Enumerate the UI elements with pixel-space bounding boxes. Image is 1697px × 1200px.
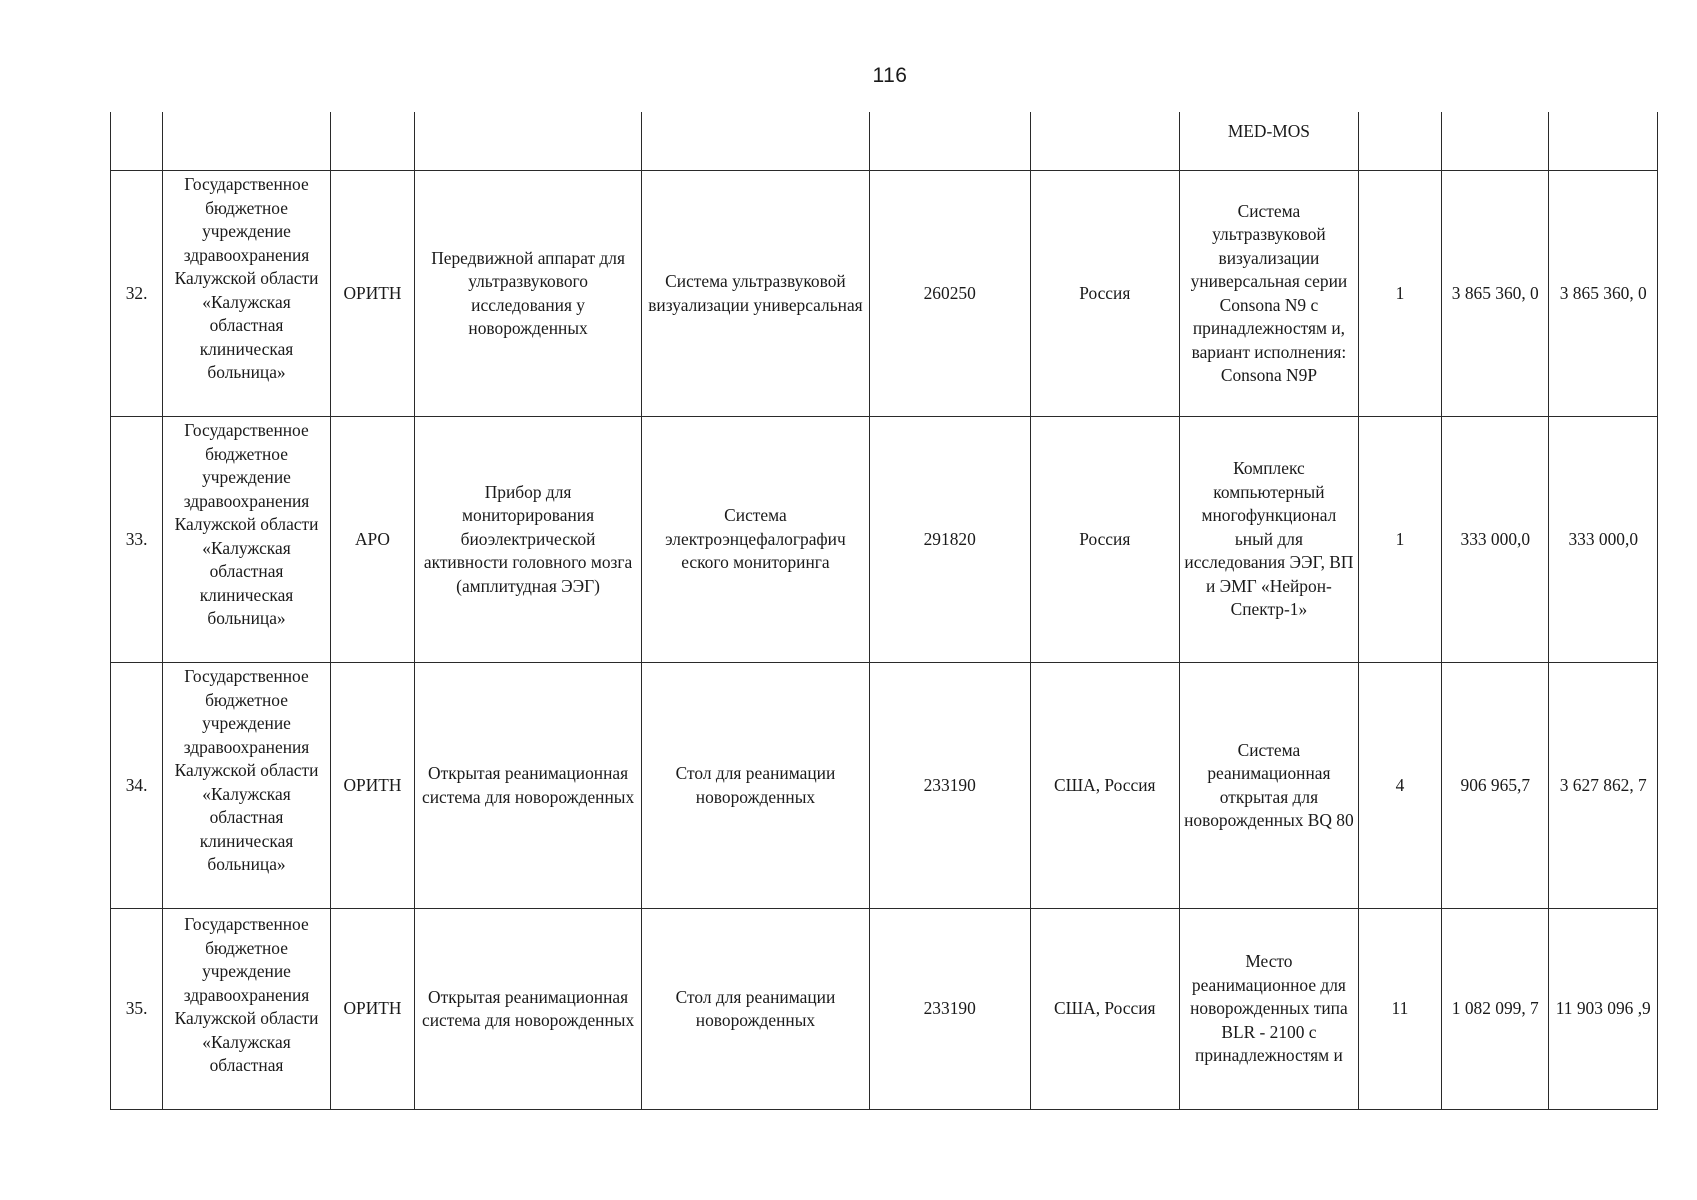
country: Россия <box>1030 171 1180 417</box>
page-number: 116 <box>872 64 908 87</box>
row-number: 33. <box>111 417 163 663</box>
total-price: 333 000,0 <box>1549 417 1658 663</box>
organization-name: Государственное бюджетное учреждение здравоохранения Калужской области «Калужская областная клиническая больница» <box>163 417 331 663</box>
equipment-code: 291820 <box>869 417 1030 663</box>
department: АРО <box>330 417 414 663</box>
cell-name <box>415 112 642 171</box>
model-description: Система ультразвуковой визуализации универсальная серии Consona N9 с принадлежностям и, вариант исполнения: Consona N9P <box>1180 171 1359 417</box>
equipment-name: Передвижной аппарат для ультразвукового исследования у новорожденных <box>415 171 642 417</box>
unit-price: 1 082 099, 7 <box>1442 909 1549 1110</box>
department: ОРИТН <box>330 171 414 417</box>
equipment-type: Стол для реанимации новорожденных <box>642 663 870 909</box>
equipment-name: Прибор для мониторирования биоэлектрической активности головного мозга (амплитудная ЭЭГ) <box>415 417 642 663</box>
country: США, Россия <box>1030 909 1180 1110</box>
quantity: 1 <box>1358 171 1441 417</box>
continuation-row <box>111 112 1658 171</box>
row-number: 34. <box>111 663 163 909</box>
cell-type <box>642 112 870 171</box>
cell-model: MED-MOS <box>1180 112 1359 171</box>
quantity: 4 <box>1358 663 1441 909</box>
equipment-table <box>110 112 1658 1110</box>
unit-price: 906 965,7 <box>1442 663 1549 909</box>
model-description: Система реанимационная открытая для новорожденных BQ 80 <box>1180 663 1359 909</box>
equipment-type: Система ультразвуковой визуализации универсальная <box>642 171 870 417</box>
total-price: 11 903 096 ,9 <box>1549 909 1658 1110</box>
cell-total <box>1549 112 1658 171</box>
equipment-name: Открытая реанимационная система для новорожденных <box>415 663 642 909</box>
total-price: 3 627 862, 7 <box>1549 663 1658 909</box>
department: ОРИТН <box>330 909 414 1110</box>
equipment-name: Открытая реанимационная система для новорожденных <box>415 909 642 1110</box>
unit-price: 333 000,0 <box>1442 417 1549 663</box>
total-price: 3 865 360, 0 <box>1549 171 1658 417</box>
department: ОРИТН <box>330 663 414 909</box>
row-number: 32. <box>111 171 163 417</box>
cell-country <box>1030 112 1180 171</box>
row-number: 35. <box>111 909 163 1110</box>
organization-name: Государственное бюджетное учреждение здравоохранения Калужской области «Калужская областная клиническая больница» <box>163 663 331 909</box>
table-row <box>111 417 1658 663</box>
quantity: 1 <box>1358 417 1441 663</box>
organization-name: Государственное бюджетное учреждение здравоохранения Калужской области «Калужская областная клиническая больница» <box>163 171 331 417</box>
unit-price: 3 865 360, 0 <box>1442 171 1549 417</box>
equipment-type: Система электроэнцефалографич еского мониторинга <box>642 417 870 663</box>
organization-name: Государственное бюджетное учреждение здравоохранения Калужской области «Калужская областная <box>163 909 331 1110</box>
model-description: Место реанимационное для новорожденных типа BLR - 2100 с принадлежностям и <box>1180 909 1359 1110</box>
country: США, Россия <box>1030 663 1180 909</box>
equipment-code: 233190 <box>869 909 1030 1110</box>
quantity: 11 <box>1358 909 1441 1110</box>
cell-num <box>111 112 163 171</box>
table-row <box>111 663 1658 909</box>
cell-qty <box>1358 112 1441 171</box>
table-row <box>111 909 1658 1110</box>
cell-dept <box>330 112 414 171</box>
table-row <box>111 171 1658 417</box>
cell-org <box>163 112 331 171</box>
model-description: Комплекс компьютерный многофункционал ьный для исследования ЭЭГ, ВП и ЭМГ «Нейрон-Спектр-1» <box>1180 417 1359 663</box>
cell-price <box>1442 112 1549 171</box>
equipment-code: 260250 <box>869 171 1030 417</box>
equipment-code: 233190 <box>869 663 1030 909</box>
cell-code <box>869 112 1030 171</box>
country: Россия <box>1030 417 1180 663</box>
equipment-type: Стол для реанимации новорожденных <box>642 909 870 1110</box>
